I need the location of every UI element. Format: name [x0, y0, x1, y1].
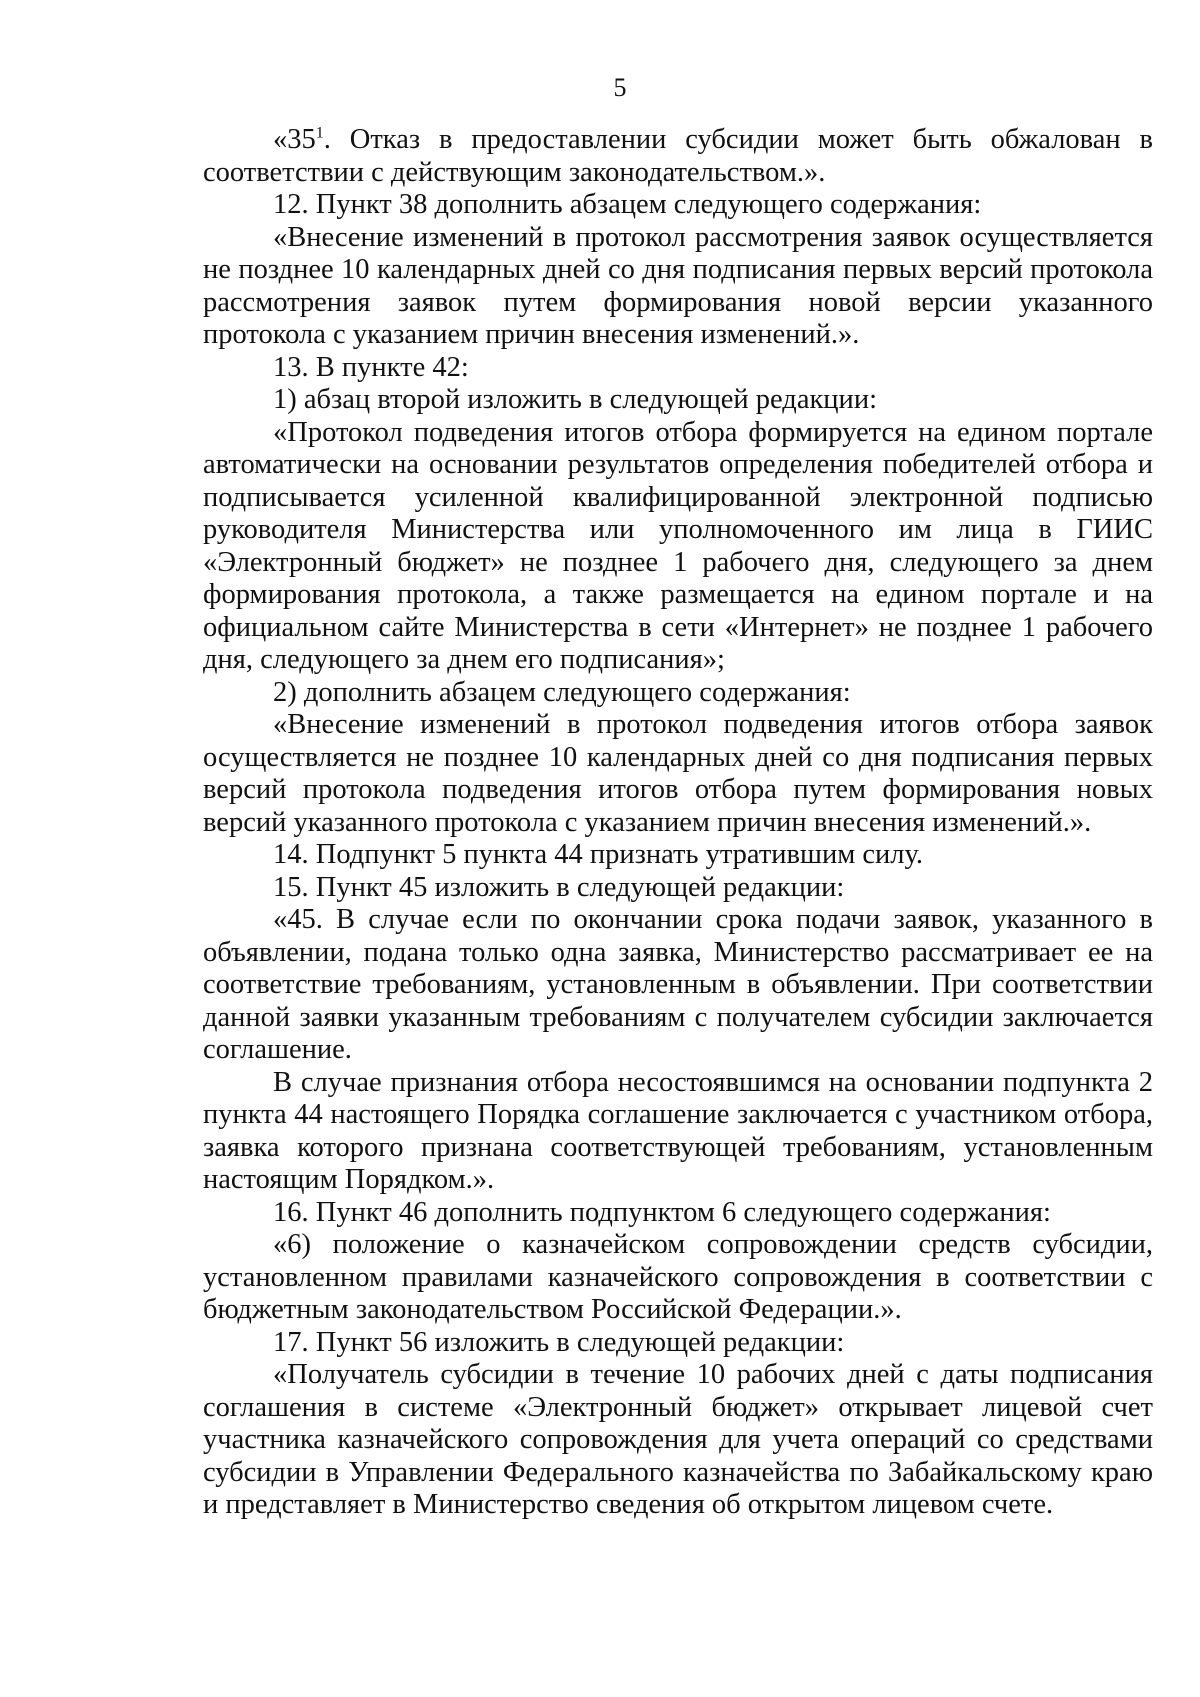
paragraph-item-17-quote: «Получатель субсидии в течение 10 рабочих дней с даты подписания соглашения в системе «Электронный бюджет» открывает лицевой счет участника казначейского сопровождения для учета операций со средствами субсидии в Управлении Федерального казначейства по Забайкальскому краю и представляет в Министерство сведения об открытом лицевом счете.: [203, 1359, 1153, 1520]
paragraph-item-13-sub-2: 2) дополнить абзацем следующего содержания:: [273, 676, 851, 708]
paragraph-item-12-quote: «Внесение изменений в протокол рассмотрения заявок осуществляется не позднее 10 календарных дней со дня подписания первых версий протокола рассмотрения заявок путем формирования новой версии указанного протокола с указанием причин внесения изменений.».: [203, 221, 1153, 350]
paragraph-item-13-sub-1: 1) абзац второй изложить в следующей редакции:: [273, 384, 877, 415]
paragraph-item-15-quote-continued: В случае признания отбора несостоявшимся на основании подпункта 2 пункта 44 настоящего Порядка соглашение заключается с участником отбора, заявка которого признана соответствующей требованиям, установленным настоящим Порядком.».: [203, 1066, 1153, 1195]
document-body: [203, 124, 1153, 1522]
paragraph-item-14: 14. Подпункт 5 пункта 44 признать утратившим силу.: [273, 839, 924, 870]
page-number: 5: [613, 73, 627, 102]
paragraph-35-1-text: . Отказ в предоставлении субсидии может быть обжалован в соответствии с действующим законодательством.».: [203, 124, 1153, 188]
superscript-1: 1: [315, 124, 324, 142]
paragraph-item-15: 15. Пункт 45 изложить в следующей редакции:: [273, 871, 845, 903]
paragraph-item-15-quote: «45. В случае если по окончании срока подачи заявок, указанного в объявлении, подана только одна заявка, Министерство рассматривает ее на соответствие требованиям, установленным в объявлении. При соответствии данной заявки указанным требованиям с получателем субсидии заключается соглашение.: [203, 904, 1153, 1065]
paragraph-item-16: 16. Пункт 46 дополнить подпунктом 6 следующего содержания:: [273, 1196, 1051, 1228]
paragraph-item-16-quote: «6) положение о казначейском сопровождении средств субсидии, установленном правилами казначейского сопровождения в соответствии с бюджетным законодательством Российской Федерации.».: [203, 1229, 1153, 1325]
paragraph-item-13: 13. В пункте 42:: [273, 351, 469, 383]
paragraph-35-1: [203, 124, 1153, 189]
paragraph-35-1-prefix: «35: [273, 124, 316, 155]
paragraph-item-17: 17. Пункт 56 изложить в следующей редакции:: [273, 1326, 845, 1358]
paragraph-item-13-sub-2-quote: «Внесение изменений в протокол подведения итогов отбора заявок осуществляется не позднее 10 календарных дней со дня подписания первых версий протокола подведения итогов отбора путем формирования новых версий указанного протокола с указанием причин внесения изменений.».: [203, 709, 1153, 838]
paragraph-item-12: 12. Пункт 38 дополнить абзацем следующего содержания:: [273, 189, 982, 220]
paragraph-item-13-sub-1-quote: «Протокол подведения итогов отбора формируется на едином портале автоматически на основании результатов определения победителей отбора и подписывается усиленной квалифицированной электронной подписью руководителя Министерства или уполномоченного им лица в ГИИС «Электронный бюджет» не позднее 1 рабочего дня, следующего за днем формирования протокола, а также размещается на едином портале и на официальном сайте Министерства в сети «Интернет» не позднее 1 рабочего дня, следующего за днем его подписания»;: [203, 416, 1153, 675]
